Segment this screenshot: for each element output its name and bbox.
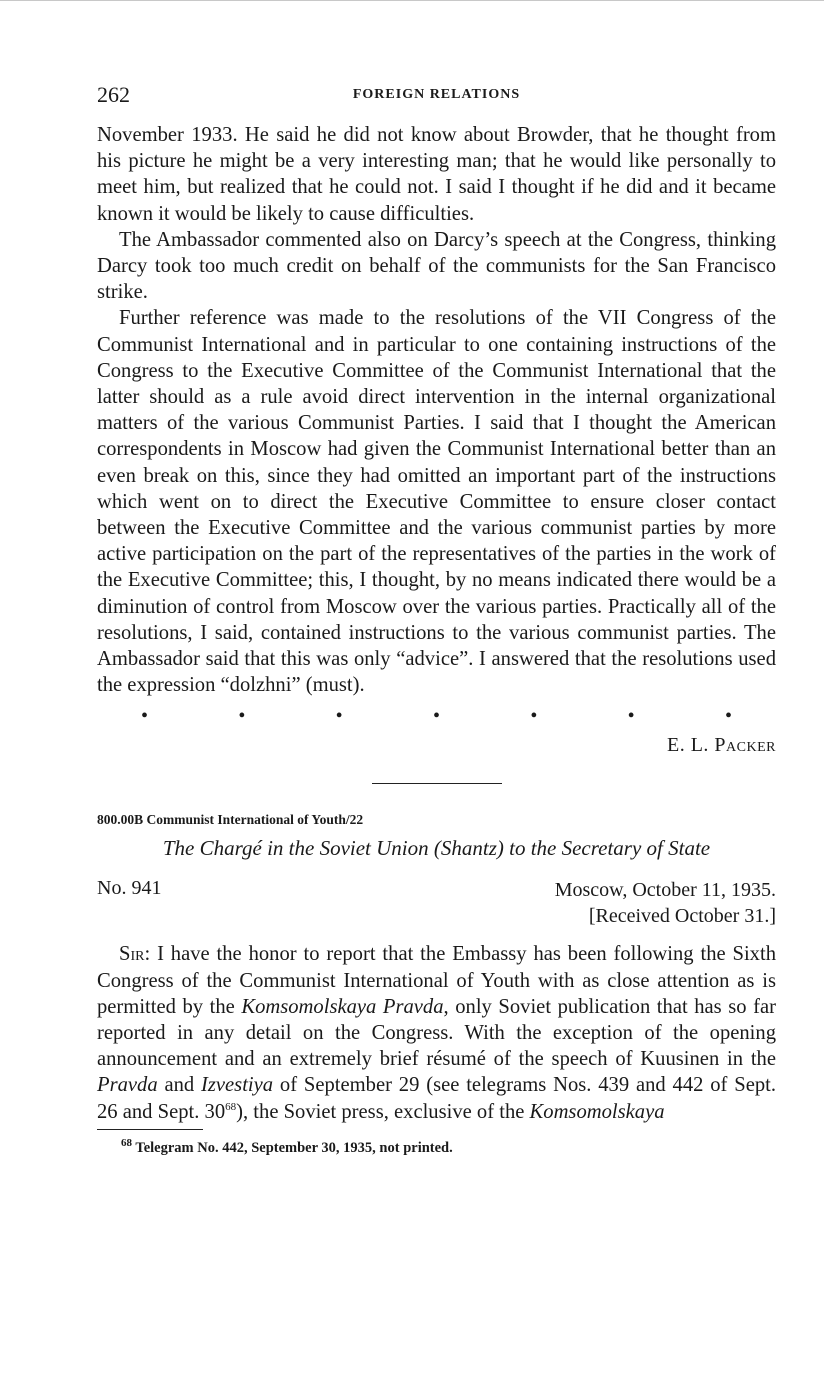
letter-paragraph [97, 941, 776, 1124]
received-date: [Received October 31.] [588, 905, 776, 928]
footnote [97, 1137, 776, 1157]
publication-komsomolskaya-pravda: Komsomolskaya Pravda [241, 995, 444, 1018]
footnote-text: Telegram No. 442, September 30, 1935, not printed. [132, 1139, 453, 1156]
publication-izvestiya: Izvestiya [201, 1074, 274, 1097]
ellipsis-dot: • [627, 705, 635, 728]
letter-text-3: and [157, 1074, 202, 1097]
footnote-marker: 68 [121, 1137, 132, 1150]
publication-komsomolskaya: Komsomolskaya [529, 1100, 665, 1123]
ellipsis-dot: • [724, 705, 732, 728]
top-edge-rule [0, 0, 824, 1]
letter-text-5: ), the Soviet press, exclusive of the [236, 1100, 530, 1123]
ellipsis-dot: • [141, 705, 149, 728]
footnote-reference: 68 [225, 1100, 237, 1113]
running-head: FOREIGN RELATIONS [352, 87, 521, 102]
ellipsis-dot: • [432, 705, 440, 728]
dateline [97, 877, 776, 933]
document-number: No. 941 [97, 877, 162, 900]
dateline-right [555, 877, 776, 929]
paragraph-3: Further reference was made to the resolutions of the VII Congress of the Communist International and in particular to one containing instructions of the Congress to the Executive Committee of the Communist International that the latter should as a rule avoid direct intervention in the internal organizational matters of the various Communist Parties. I said that I thought the American correspondents in Moscow had given the Communist International better than an even break on this, since they had omitted an important part of the instructions which went on to direct the Executive Committee to ensure closer contact between the Executive Committee and the various communist parties by more active participation on the part of the representatives of the parties in the work of the Executive Committee; this, I thought, by no means indicated there would be a diminution of control from Moscow over the various parties. Practically all of the resolutions, I said, contained instructions to the various communist parties. The Ambassador said that this was only “advice”. I answered that the resolutions used the expression “dolzhni” (must). [97, 307, 776, 697]
document-title: The Chargé in the Soviet Union (Shantz) to the Secretary of State [162, 836, 711, 861]
document-page [97, 80, 776, 1157]
file-reference: 800.00B Communist International of Youth/22 [97, 812, 364, 828]
ellipsis-dot: • [238, 705, 246, 728]
page-header [97, 80, 776, 110]
signature-initials: E. L. [666, 734, 709, 757]
salutation: Sir [119, 943, 145, 966]
letter-text-4: of September 29 (see telegrams Nos. 439 and 442 of Sept. 26 and Sept. 30 [97, 1074, 777, 1123]
footnote-rule [97, 1129, 203, 1130]
paragraph-1: November 1933. He said he did not know about Browder, that he thought from his picture he might be a very interesting man; that he would like personally to meet him, but realized that he could not. I said I thought if he did and it became known it would be likely to cause difficulties. [97, 124, 776, 225]
ellipsis-dot: • [530, 705, 538, 728]
paragraph-2: The Ambassador commented also on Darcy’s speech at the Congress, thinking Darcy took too much credit on behalf of the communists for the San Francisco strike. [97, 228, 776, 304]
signature [97, 734, 776, 757]
place-date: Moscow, October 11, 1935. [554, 879, 776, 902]
letter-text-2: , only Soviet publication that has so far reported in any detail on the Congress. With the exception of the opening announcement and an extremely brief résumé of the speech of Kuusinen in the [97, 995, 776, 1071]
ellipsis-dot: • [335, 705, 343, 728]
publication-pravda: Pravda [97, 1074, 158, 1097]
ellipsis-row [97, 706, 776, 728]
section-separator [372, 783, 502, 784]
page-number: 262 [97, 82, 130, 107]
signature-surname: Packer [714, 734, 776, 757]
letter-text-1: : I have the honor to report that the Embassy has been following the Sixth Congress of the Communist International of Youth with as close attention as is permitted by the [97, 943, 776, 1018]
